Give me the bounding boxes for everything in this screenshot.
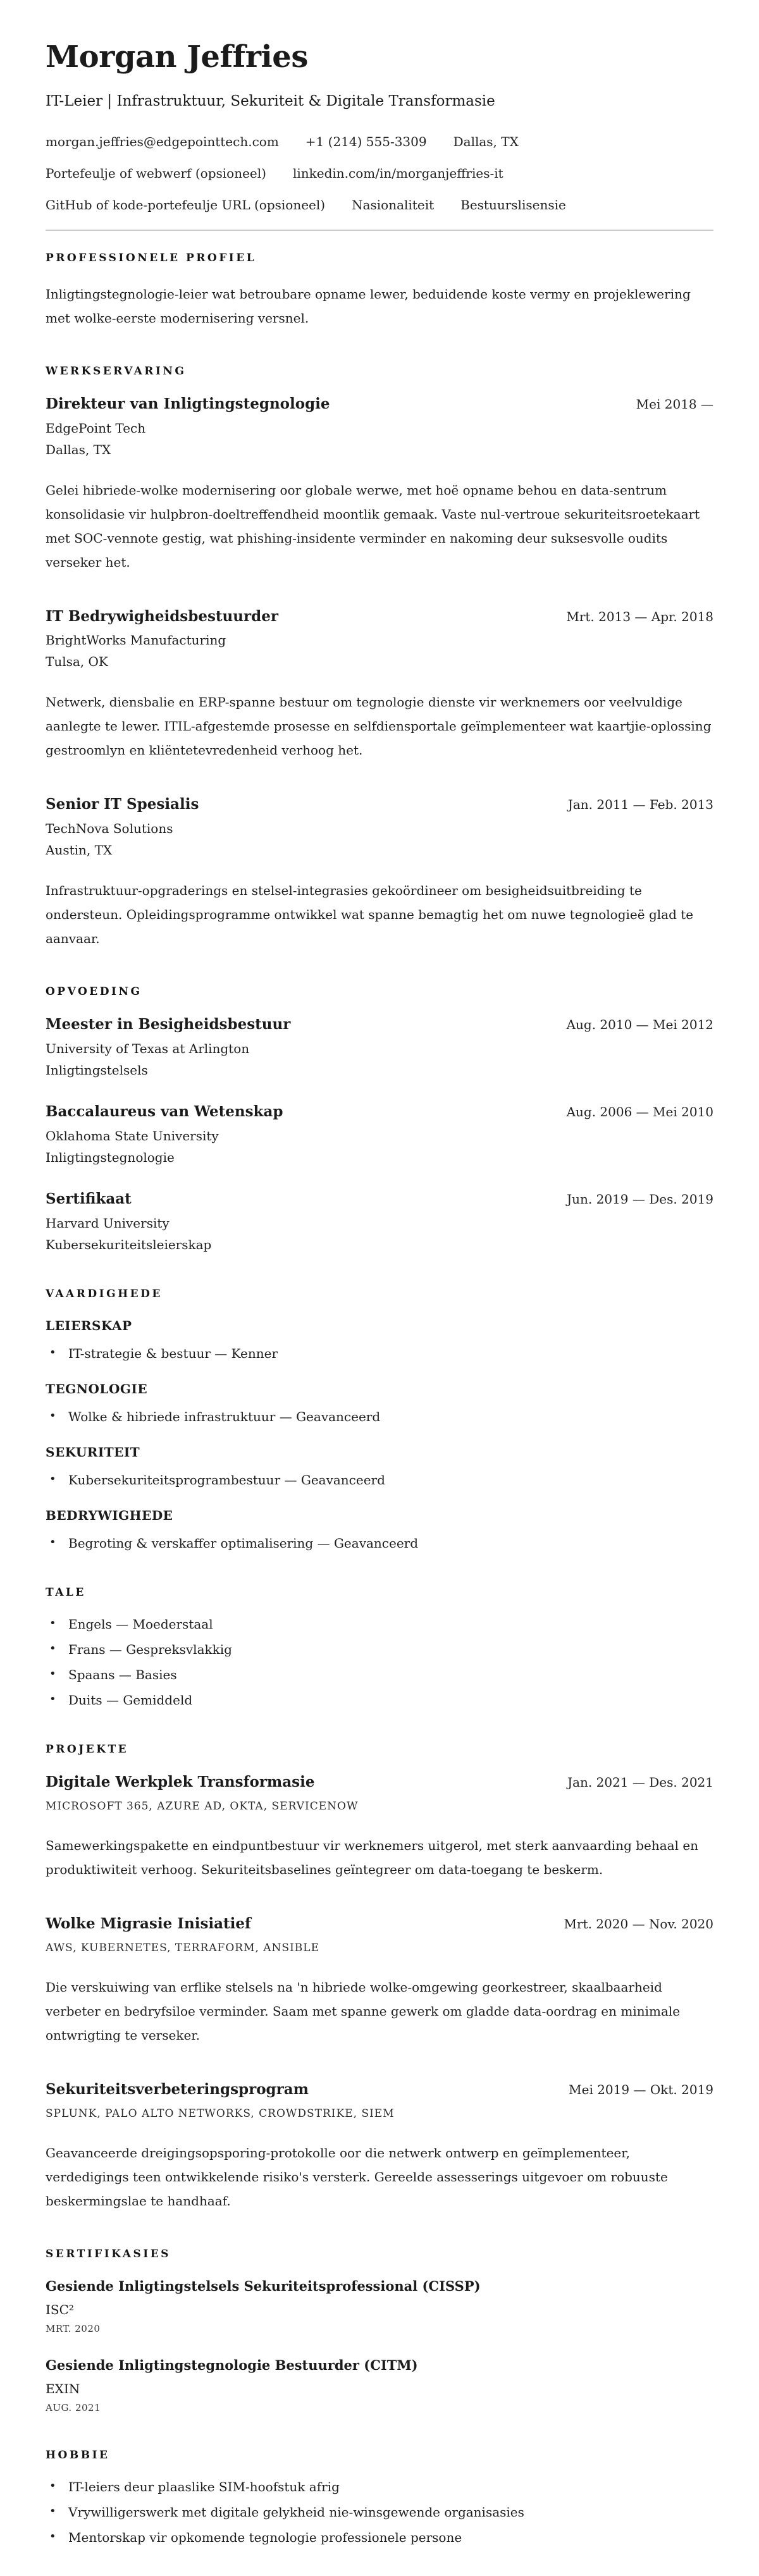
skill-category-heading: BEDRYWIGHEDE <box>46 1508 173 1524</box>
certification-issuer: ISC² <box>46 2302 74 2317</box>
job-dates: Mrt. 2013 — Apr. 2018 <box>566 608 713 624</box>
section-heading-profile: PROFESSIONELE PROFIEL <box>46 252 257 265</box>
field-of-study: Inligtingstelsels <box>46 1063 148 1078</box>
project-entry <box>46 1773 713 1882</box>
project-title: Wolke Migrasie Inisiatief <box>46 1915 251 1933</box>
project-dates: Mei 2019 — Okt. 2019 <box>569 2082 713 2098</box>
contact-phone: +1 (214) 555-3309 <box>305 134 427 150</box>
contact-email: morgan.jeffries@edgepointtech.com <box>46 134 279 150</box>
job-description: Gelei hibriede-wolke modernisering oor globale werwe, met hoë opname behou en data-sentrum konsolidasie vir hulpbron-doeltreffendheid moontlik gemaak. Vaste nul-vertroue sekuriteitsroetekaart met SOC-vennote gestig, wat phishing-insidente verminder en nakoming deur suksesvolle oudits verseker het. <box>46 482 700 570</box>
project-tech: MICROSOFT 365, AZURE AD, OKTA, SERVICENOW <box>46 1800 359 1813</box>
degree-title: Meester in Besigheidsbestuur <box>46 1016 291 1033</box>
project-title: Digitale Werkplek Transformasie <box>46 1773 315 1791</box>
section-heading-certifications: SERTIFIKASIES <box>46 2248 171 2261</box>
skill-item: • IT-strategie & bestuur — Kenner <box>49 1345 713 1362</box>
contact-drivers-license: Bestuurslisensie <box>460 197 566 213</box>
skill-list <box>46 1408 713 1425</box>
job-description: Netwerk, diensbalie en ERP-spanne bestuur om tegnologie dienste vir werknemers oor veelvuldige aanlegte te lewer. ITIL-afgestemde prosesse en selfdiensportale geïmplementeer wat kaartjie-oplossing gestroomlyn en kliëntetevredenheid verhoog het. <box>46 694 712 758</box>
institution: Harvard University <box>46 1216 170 1231</box>
degree-title: Sertifikaat <box>46 1190 132 1208</box>
skill-item: • Kubersekuriteitsprogrambestuur — Geavanceerd <box>49 1472 713 1488</box>
section-heading-projects: PROJEKTE <box>46 1743 129 1756</box>
skill-category <box>46 1507 713 1551</box>
hobby-item: • IT-leiers deur plaaslike SIM-hoofstuk afrig <box>49 2479 713 2495</box>
section-heading-languages: TALE <box>46 1586 86 1599</box>
profile-summary: Inligtingstegnologie-leier wat betroubare opname lewer, beduidende koste vermy en projeklewering met wolke-eerste modernisering versnel. <box>46 286 691 326</box>
contact-row <box>46 165 713 182</box>
field-of-study: Kubersekuriteitsleierskap <box>46 1237 212 1253</box>
language-item: • Spaans — Basies <box>49 1667 713 1683</box>
job-company: TechNova Solutions <box>46 821 173 837</box>
project-entry <box>46 2080 713 2213</box>
project-dates: Mrt. 2020 — Nov. 2020 <box>564 1916 713 1932</box>
project-entry-header <box>46 1773 713 1792</box>
language-item: • Engels — Moederstaal <box>49 1616 713 1632</box>
resume-header <box>46 39 713 231</box>
job-company: EdgePoint Tech <box>46 420 146 436</box>
section-profile <box>46 251 713 330</box>
project-entry-header <box>46 2080 713 2099</box>
section-projects <box>46 1742 713 2213</box>
certification-name: Gesiende Inligtingstegnologie Bestuurder (CITM) <box>46 2357 418 2374</box>
contact-row <box>46 133 713 150</box>
hobby-item: • Vrywilligerswerk met digitale gelykheid nie-winsgewende organisasies <box>49 2504 713 2520</box>
skill-item: • Wolke & hibriede infrastruktuur — Geavanceerd <box>49 1408 713 1425</box>
certification-entry <box>46 2357 713 2414</box>
project-dates: Jan. 2021 — Des. 2021 <box>567 1775 713 1790</box>
project-description: Die verskuiwing van erflike stelsels na 'n hibriede wolke-omgewing georkestreer, skaalbaarheid verbeter en bedryfsiloe verminder. Saam met spanne gewerk om gladde data-oordrag en minimale ontwrigting te verseker. <box>46 1980 681 2043</box>
job-entry <box>46 607 713 763</box>
section-education <box>46 985 713 1253</box>
skill-category <box>46 1317 713 1362</box>
job-entry-header <box>46 607 713 626</box>
job-dates: Jan. 2011 — Feb. 2013 <box>567 797 713 813</box>
education-dates: Aug. 2006 — Mei 2010 <box>566 1104 713 1120</box>
project-description: Samewerkingspakette en eindpuntbestuur vir werknemers uitgerol, met sterk aanvaarding behaal en produktiwiteit verhoog. Sekuriteitsbaselines geïntegreer om data-toegang te beskerm. <box>46 1838 699 1878</box>
skill-category <box>46 1381 713 1425</box>
hobby-item: • Mentorskap vir opkomende tegnologie professionele persone <box>49 2529 713 2546</box>
job-location: Tulsa, OK <box>46 654 108 670</box>
contact-portfolio: Portefeulje of webwerf (opsioneel) <box>46 166 266 182</box>
project-entry-header <box>46 1914 713 1933</box>
skill-list <box>46 1472 713 1488</box>
skill-item: • Begroting & verskaffer optimalisering — Geavanceerd <box>49 1535 713 1551</box>
education-entry-header <box>46 1190 713 1209</box>
skill-list <box>46 1345 713 1362</box>
skill-category-heading: SEKURITEIT <box>46 1445 140 1460</box>
section-languages <box>46 1586 713 1708</box>
field-of-study: Inligtingstegnologie <box>46 1150 175 1166</box>
section-skills <box>46 1287 713 1551</box>
section-heading-education: OPVOEDING <box>46 985 142 999</box>
certification-name: Gesiende Inligtingstelsels Sekuriteitsprofessional (CISSP) <box>46 2278 481 2295</box>
contact-row <box>46 197 713 213</box>
resume-document <box>46 39 713 2546</box>
contact-linkedin: linkedin.com/in/morganjeffries-it <box>292 166 503 182</box>
contact-github: GitHub of kode-portefeulje URL (opsioneel) <box>46 197 326 213</box>
certification-date: MRT. 2020 <box>46 2322 101 2334</box>
project-tech: SPLUNK, PALO ALTO NETWORKS, CROWDSTRIKE, SIEM <box>46 2107 395 2121</box>
language-item: • Frans — Gespreksvlakkig <box>49 1641 713 1658</box>
education-entry <box>46 1102 713 1166</box>
education-entry-header <box>46 1102 713 1121</box>
project-title: Sekuriteitsverbeteringsprogram <box>46 2081 309 2098</box>
section-certifications <box>46 2247 713 2414</box>
skill-category-heading: TEGNOLOGIE <box>46 1381 148 1397</box>
candidate-headline: IT-Leier | Infrastruktuur, Sekuriteit & Digitale Transformasie <box>46 92 495 109</box>
skill-list <box>46 1535 713 1551</box>
section-heading-hobbies: HOBBIE <box>46 2449 110 2462</box>
job-entry <box>46 395 713 574</box>
education-entry <box>46 1015 713 1078</box>
project-entry <box>46 1914 713 2047</box>
institution: University of Texas at Arlington <box>46 1041 250 1057</box>
language-item: • Duits — Gemiddeld <box>49 1692 713 1708</box>
skill-category <box>46 1444 713 1488</box>
job-title: Senior IT Spesialis <box>46 796 199 813</box>
section-hobbies <box>46 2448 713 2546</box>
project-tech: AWS, KUBERNETES, TERRAFORM, ANSIBLE <box>46 1942 319 1955</box>
job-title: IT Bedrywigheidsbestuurder <box>46 607 278 625</box>
section-heading-experience: WERKSERVARING <box>46 364 187 378</box>
job-entry-header <box>46 395 713 414</box>
skill-category-heading: LEIERSKAP <box>46 1318 132 1334</box>
header-divider <box>46 230 713 231</box>
job-location: Dallas, TX <box>46 441 111 457</box>
candidate-name: Morgan Jeffries <box>46 39 308 75</box>
certification-date: AUG. 2021 <box>46 2401 101 2413</box>
section-experience <box>46 364 713 951</box>
contact-location: Dallas, TX <box>453 134 519 150</box>
job-location: Austin, TX <box>46 842 113 858</box>
institution: Oklahoma State University <box>46 1128 219 1144</box>
degree-title: Baccalaureus van Wetenskap <box>46 1103 283 1121</box>
job-title: Direkteur van Inligtingstegnologie <box>46 395 330 412</box>
education-entry-header <box>46 1015 713 1034</box>
education-dates: Aug. 2010 — Mei 2012 <box>566 1017 713 1033</box>
contact-nationality: Nasionaliteit <box>352 197 435 213</box>
language-list <box>46 1616 713 1708</box>
project-description: Geavanceerde dreigingsopsporing-protokolle oor die netwerk ontwerp en geïmplementeer, verdedigings teen ontwikkelende risiko's versterk. Gereelde assesserings uitgevoer om robuuste beskermingslae te handhaaf. <box>46 2145 668 2209</box>
job-company: BrightWorks Manufacturing <box>46 632 226 648</box>
education-dates: Jun. 2019 — Des. 2019 <box>567 1192 713 1207</box>
certification-entry <box>46 2277 713 2335</box>
hobby-list <box>46 2479 713 2546</box>
job-entry <box>46 795 713 951</box>
job-dates: Mei 2018 — <box>636 396 713 412</box>
certification-issuer: EXIN <box>46 2381 80 2396</box>
education-entry <box>46 1190 713 1253</box>
job-entry-header <box>46 795 713 814</box>
job-description: Infrastruktuur-opgraderings en stelsel-integrasies gekoördineer om besigheidsuitbreiding te ondersteun. Opleidingsprogramme ontwikkel wat spanne bemagtig het om nuwe tegnologieë glad te aanvaar. <box>46 883 694 947</box>
section-heading-skills: VAARDIGHEDE <box>46 1288 163 1301</box>
